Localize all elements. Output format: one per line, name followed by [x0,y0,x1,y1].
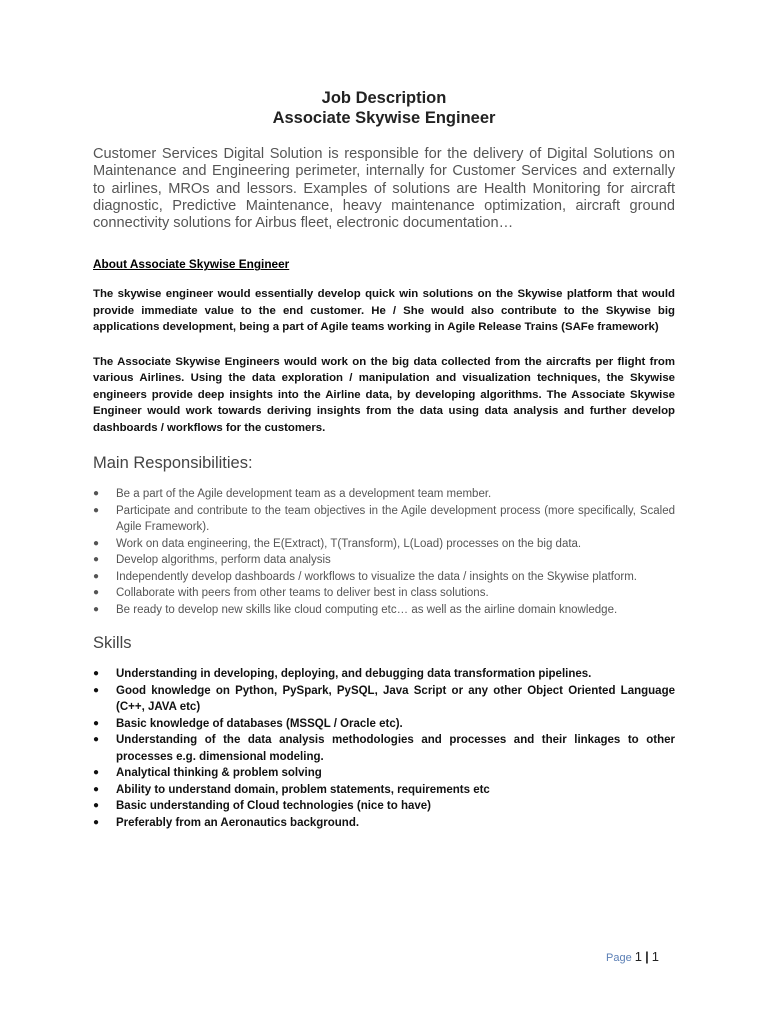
list-item: ● Basic knowledge of databases (MSSQL / Oracle etc). [93,716,675,733]
responsibilities-heading: Main Responsibilities: [93,454,253,473]
page-number: 1 [634,949,642,964]
total-pages: 1 [651,949,659,964]
list-item: ● Analytical thinking & problem solving [93,765,675,782]
responsibilities-list [93,486,675,618]
page-footer [606,949,659,964]
list-item: ● Be a part of the Agile development team as a development team member. [93,486,675,503]
bullet-icon: ● [93,717,100,729]
list-item: ● Collaborate with peers from other teams to deliver best in class solutions. [93,585,675,602]
about-paragraph-1: The skywise engineer would essentially develop quick win solutions on the Skywise platform that would provide immediate value to the end customer. He / She would also contribute to the Skywise big applications development, being a part of Agile teams working in Agile Release Trains (SAFe framework) [93,288,675,334]
intro-paragraph: Customer Services Digital Solution is responsible for the delivery of Digital Solutions on Maintenance and Engineering perimeter, internally for Customer Services and externally to airlines, MROs and lessors. Examples of solutions are Health Monitoring for aircraft diagnostic, Predictive Maintenance, heavy maintenance optimization, aircraft ground connectivity solutions for Airbus fleet, electronic documentation… [93,146,675,232]
list-item: ● Work on data engineering, the E(Extract), T(Transform), L(Load) processes on the big data. [93,536,675,553]
bullet-icon: ● [93,537,100,549]
list-item: ● Ability to understand domain, problem statements, requirements etc [93,782,675,799]
list-item: ● Independently develop dashboards / workflows to visualize the data / insights on the Skywise platform. [93,569,675,586]
list-item: ● Understanding of the data analysis methodologies and processes and their linkages to other processes e.g. dimensional modeling. [93,734,675,763]
list-item: ● Basic understanding of Cloud technologies (nice to have) [93,798,675,815]
skills-list [93,666,675,831]
list-item: ● Develop algorithms, perform data analysis [93,552,675,569]
about-heading: About Associate Skywise Engineer [93,257,290,272]
list-item: ● Preferably from an Aeronautics background. [93,815,675,832]
list-item: ● Be ready to develop new skills like cloud computing etc… as well as the airline domain knowledge. [93,602,675,619]
title-line-2: Associate Skywise Engineer [272,109,496,127]
bullet-icon: ● [93,554,100,566]
page-label: Page [606,952,632,964]
document-page [93,88,675,831]
title-line-1: Job Description [321,89,447,107]
bullet-icon: ● [93,504,100,516]
bullet-icon: ● [93,570,100,582]
bullet-icon: ● [93,767,100,779]
bullet-icon: ● [93,783,100,795]
page-separator: | [645,949,649,964]
list-item: ● Understanding in developing, deploying, and debugging data transformation pipelines. [93,666,675,683]
about-paragraph-2: The Associate Skywise Engineers would work on the big data collected from the aircrafts per flight from various Airlines. Using the data exploration / manipulation and visualization techniques, the Skywise engineers provide deep insights into the Airline data, by developing algorithms. The Associate Skywise Engineer would work towards deriving insights from the data using data analysis and further develop dashboards / workflows for the customers. [93,355,675,434]
list-item: ● Good knowledge on Python, PySpark, PySQL, Java Script or any other Object Oriented Language (C++, JAVA etc) [93,684,675,714]
bullet-icon: ● [93,684,100,696]
bullet-icon: ● [93,603,100,615]
list-item: ● Participate and contribute to the team objectives in the Agile development process (more specifically, Scaled Agile Framework). [93,504,675,534]
bullet-icon: ● [93,800,100,812]
skills-heading: Skills [93,634,132,653]
bullet-icon: ● [93,734,100,746]
bullet-icon: ● [93,816,100,828]
bullet-icon: ● [93,587,100,599]
page-title [93,88,675,128]
bullet-icon: ● [93,668,100,680]
bullet-icon: ● [93,488,100,500]
